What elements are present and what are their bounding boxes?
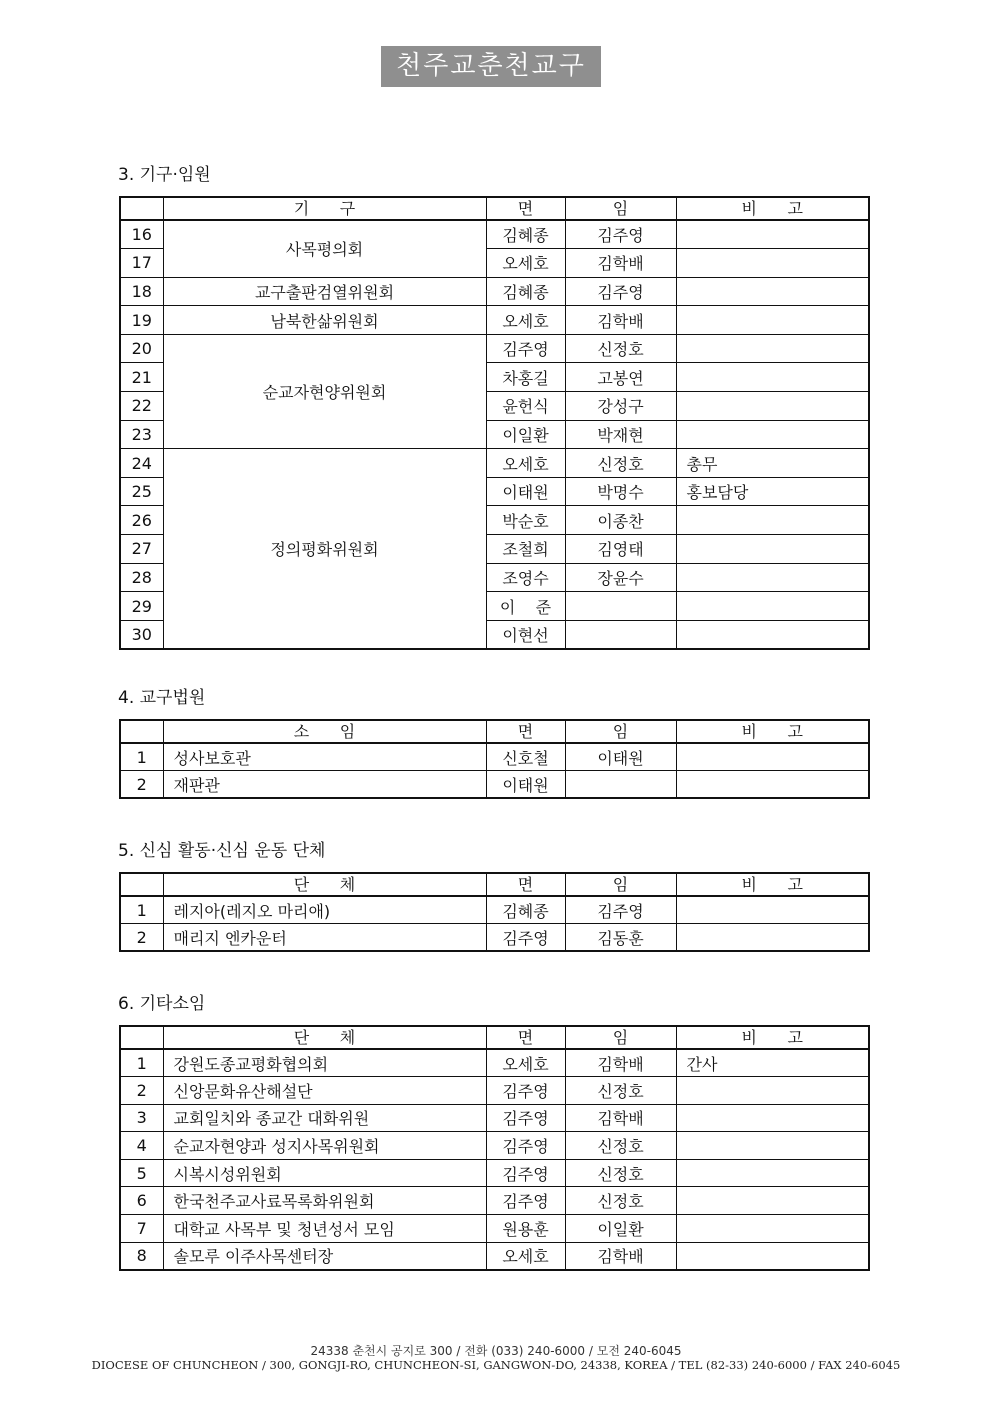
row-note — [676, 1077, 869, 1105]
row-number: 2 — [120, 771, 163, 799]
footer-address-korean: 24338 춘천시 공지로 300 / 전화 (033) 240-6000 / 모전 240-6045 — [310, 1344, 682, 1358]
row-note — [676, 743, 869, 771]
row-name1: 오세호 — [486, 1049, 565, 1077]
row-name1: 조영수 — [486, 563, 565, 592]
row-name1: 김주영 — [486, 1077, 565, 1105]
row-name2: 이종찬 — [565, 506, 676, 535]
row-name2 — [565, 620, 676, 649]
table-row — [120, 220, 869, 249]
row-name2: 박명수 — [565, 477, 676, 506]
row-name2: 김주영 — [565, 277, 676, 306]
diocese-banner: 천주교춘천교구 — [381, 46, 601, 87]
devotional-groups-table — [119, 872, 870, 952]
row-name1: 김혜종 — [486, 277, 565, 306]
row-number: 2 — [120, 924, 163, 952]
row-name2: 신정호 — [565, 1132, 676, 1160]
table-row — [120, 334, 869, 363]
row-note — [676, 1159, 869, 1187]
row-number: 6 — [120, 1187, 163, 1215]
row-note — [676, 1132, 869, 1160]
row-note — [676, 1104, 869, 1132]
row-note — [676, 620, 869, 649]
row-org: 성사보호관 — [163, 743, 486, 771]
header-org: 기 구 — [163, 197, 486, 220]
row-org: 재판관 — [163, 771, 486, 799]
row-name2: 김학배 — [565, 306, 676, 335]
org-officers-table — [119, 196, 870, 650]
row-note — [676, 1215, 869, 1243]
table-header-row — [120, 197, 869, 220]
row-note — [676, 249, 869, 278]
diocesan-court-table — [119, 719, 870, 799]
row-name2: 김영태 — [565, 535, 676, 564]
table-row — [120, 771, 869, 799]
header-org: 소 임 — [163, 720, 486, 743]
row-name1: 김주영 — [486, 1132, 565, 1160]
header-note: 비 고 — [676, 873, 869, 896]
header-name: 면 — [486, 197, 565, 220]
row-name2: 이일환 — [565, 1215, 676, 1243]
row-note — [676, 1187, 869, 1215]
table-header-row — [120, 873, 869, 896]
row-number: 16 — [120, 220, 163, 249]
row-number: 7 — [120, 1215, 163, 1243]
row-number: 8 — [120, 1242, 163, 1270]
row-note — [676, 334, 869, 363]
table-row — [120, 1187, 869, 1215]
row-note — [676, 924, 869, 952]
table-row — [120, 1104, 869, 1132]
row-note — [676, 506, 869, 535]
row-name2: 김학배 — [565, 1242, 676, 1270]
header-name: 면 — [486, 873, 565, 896]
row-name1: 김혜종 — [486, 220, 565, 249]
header-name2: 임 — [565, 1026, 676, 1049]
row-name1: 조철희 — [486, 535, 565, 564]
row-org: 한국천주교사료목록화위원회 — [163, 1187, 486, 1215]
row-note: 홍보담당 — [676, 477, 869, 506]
row-number: 20 — [120, 334, 163, 363]
header-number — [120, 197, 163, 220]
header-name: 면 — [486, 720, 565, 743]
row-number: 1 — [120, 896, 163, 924]
row-name2: 김주영 — [565, 896, 676, 924]
row-name1: 원용훈 — [486, 1215, 565, 1243]
row-number: 30 — [120, 620, 163, 649]
row-number: 19 — [120, 306, 163, 335]
header-name: 면 — [486, 1026, 565, 1049]
row-name2 — [565, 592, 676, 621]
header-number — [120, 873, 163, 896]
row-name2: 장윤수 — [565, 563, 676, 592]
table-row — [120, 1077, 869, 1105]
row-name1: 차홍길 — [486, 363, 565, 392]
table-row — [120, 449, 869, 478]
row-name1: 신호철 — [486, 743, 565, 771]
row-number: 29 — [120, 592, 163, 621]
table-row — [120, 1132, 869, 1160]
row-number: 1 — [120, 1049, 163, 1077]
row-name1: 김주영 — [486, 924, 565, 952]
row-name1: 박순호 — [486, 506, 565, 535]
row-name1: 김주영 — [486, 1187, 565, 1215]
header-note: 비 고 — [676, 1026, 869, 1049]
row-number: 22 — [120, 392, 163, 421]
table-row — [120, 306, 869, 335]
row-name1: 김주영 — [486, 334, 565, 363]
row-number: 3 — [120, 1104, 163, 1132]
row-number: 18 — [120, 277, 163, 306]
row-note — [676, 896, 869, 924]
table-row — [120, 1242, 869, 1270]
row-name1: 오세호 — [486, 1242, 565, 1270]
row-name1: 윤헌식 — [486, 392, 565, 421]
header-org: 단 체 — [163, 873, 486, 896]
row-name2 — [565, 771, 676, 799]
row-number: 1 — [120, 743, 163, 771]
row-org: 대학교 사목부 및 청년성서 모임 — [163, 1215, 486, 1243]
header-org: 단 체 — [163, 1026, 486, 1049]
row-name1: 김혜종 — [486, 896, 565, 924]
header-name2: 임 — [565, 720, 676, 743]
row-org: 정의평화위원회 — [163, 449, 486, 649]
table-row — [120, 1159, 869, 1187]
section-5-title: 5. 신심 활동·신심 운동 단체 — [118, 841, 326, 861]
row-note — [676, 220, 869, 249]
row-name1: 이태원 — [486, 477, 565, 506]
row-note: 간사 — [676, 1049, 869, 1077]
row-number: 27 — [120, 535, 163, 564]
row-name2: 김학배 — [565, 249, 676, 278]
row-org: 순교자현양과 성지사목위원회 — [163, 1132, 486, 1160]
row-name2: 김학배 — [565, 1049, 676, 1077]
header-note: 비 고 — [676, 720, 869, 743]
row-name2: 박재현 — [565, 420, 676, 449]
row-note: 총무 — [676, 449, 869, 478]
row-org: 순교자현양위원회 — [163, 334, 486, 448]
row-number: 23 — [120, 420, 163, 449]
row-number: 28 — [120, 563, 163, 592]
header-number — [120, 720, 163, 743]
row-number: 24 — [120, 449, 163, 478]
row-name1: 이일환 — [486, 420, 565, 449]
row-number: 2 — [120, 1077, 163, 1105]
table-header-row — [120, 720, 869, 743]
row-name1: 김주영 — [486, 1104, 565, 1132]
row-org: 시복시성위원회 — [163, 1159, 486, 1187]
row-name2: 신정호 — [565, 1187, 676, 1215]
table-row — [120, 277, 869, 306]
row-org: 레지아(레지오 마리애) — [163, 896, 486, 924]
row-org: 신앙문화유산해설단 — [163, 1077, 486, 1105]
row-number: 4 — [120, 1132, 163, 1160]
section-4-title: 4. 교구법원 — [118, 688, 206, 708]
row-note — [676, 277, 869, 306]
row-number: 21 — [120, 363, 163, 392]
header-number — [120, 1026, 163, 1049]
table-row — [120, 1049, 869, 1077]
row-name2: 신정호 — [565, 1077, 676, 1105]
row-name1: 오세호 — [486, 249, 565, 278]
row-name1: 이태원 — [486, 771, 565, 799]
row-note — [676, 535, 869, 564]
row-name2: 신정호 — [565, 334, 676, 363]
row-note — [676, 592, 869, 621]
row-name2: 강성구 — [565, 392, 676, 421]
row-name2: 김주영 — [565, 220, 676, 249]
table-header-row — [120, 1026, 869, 1049]
row-note — [676, 771, 869, 799]
row-name1: 이 준 — [486, 592, 565, 621]
section-3-title: 3. 기구·임원 — [118, 165, 211, 185]
table-row — [120, 896, 869, 924]
row-name1: 이현선 — [486, 620, 565, 649]
row-number: 26 — [120, 506, 163, 535]
row-note — [676, 306, 869, 335]
row-name1: 오세호 — [486, 306, 565, 335]
header-note: 비 고 — [676, 197, 869, 220]
table-row — [120, 743, 869, 771]
row-number: 25 — [120, 477, 163, 506]
table-row — [120, 1215, 869, 1243]
row-name2: 신정호 — [565, 1159, 676, 1187]
footer-address-english: DIOCESE OF CHUNCHEON / 300, GONGJI-RO, CHUNCHEON-SI, GANGWON-DO, 24338, KOREA / TEL (82-33) 240-6000 / FAX 240-6045 — [91, 1358, 901, 1372]
row-number: 17 — [120, 249, 163, 278]
row-note — [676, 420, 869, 449]
row-note — [676, 1242, 869, 1270]
row-org: 사목평의회 — [163, 220, 486, 277]
row-name2: 김학배 — [565, 1104, 676, 1132]
row-name2: 이태원 — [565, 743, 676, 771]
section-6-title: 6. 기타소임 — [118, 994, 206, 1014]
header-name2: 임 — [565, 197, 676, 220]
row-org: 매리지 엔카운터 — [163, 924, 486, 952]
row-name1: 오세호 — [486, 449, 565, 478]
row-name2: 고봉연 — [565, 363, 676, 392]
row-note — [676, 363, 869, 392]
other-duties-table — [119, 1025, 870, 1271]
row-org: 남북한삶위원회 — [163, 306, 486, 335]
row-org: 강원도종교평화협의회 — [163, 1049, 486, 1077]
row-name1: 김주영 — [486, 1159, 565, 1187]
row-org: 솔모루 이주사목센터장 — [163, 1242, 486, 1270]
header-name2: 임 — [565, 873, 676, 896]
table-row — [120, 924, 869, 952]
row-name2: 김동훈 — [565, 924, 676, 952]
row-note — [676, 563, 869, 592]
row-org: 교회일치와 종교간 대화위원 — [163, 1104, 486, 1132]
row-note — [676, 392, 869, 421]
row-org: 교구출판검열위원회 — [163, 277, 486, 306]
row-number: 5 — [120, 1159, 163, 1187]
row-name2: 신정호 — [565, 449, 676, 478]
